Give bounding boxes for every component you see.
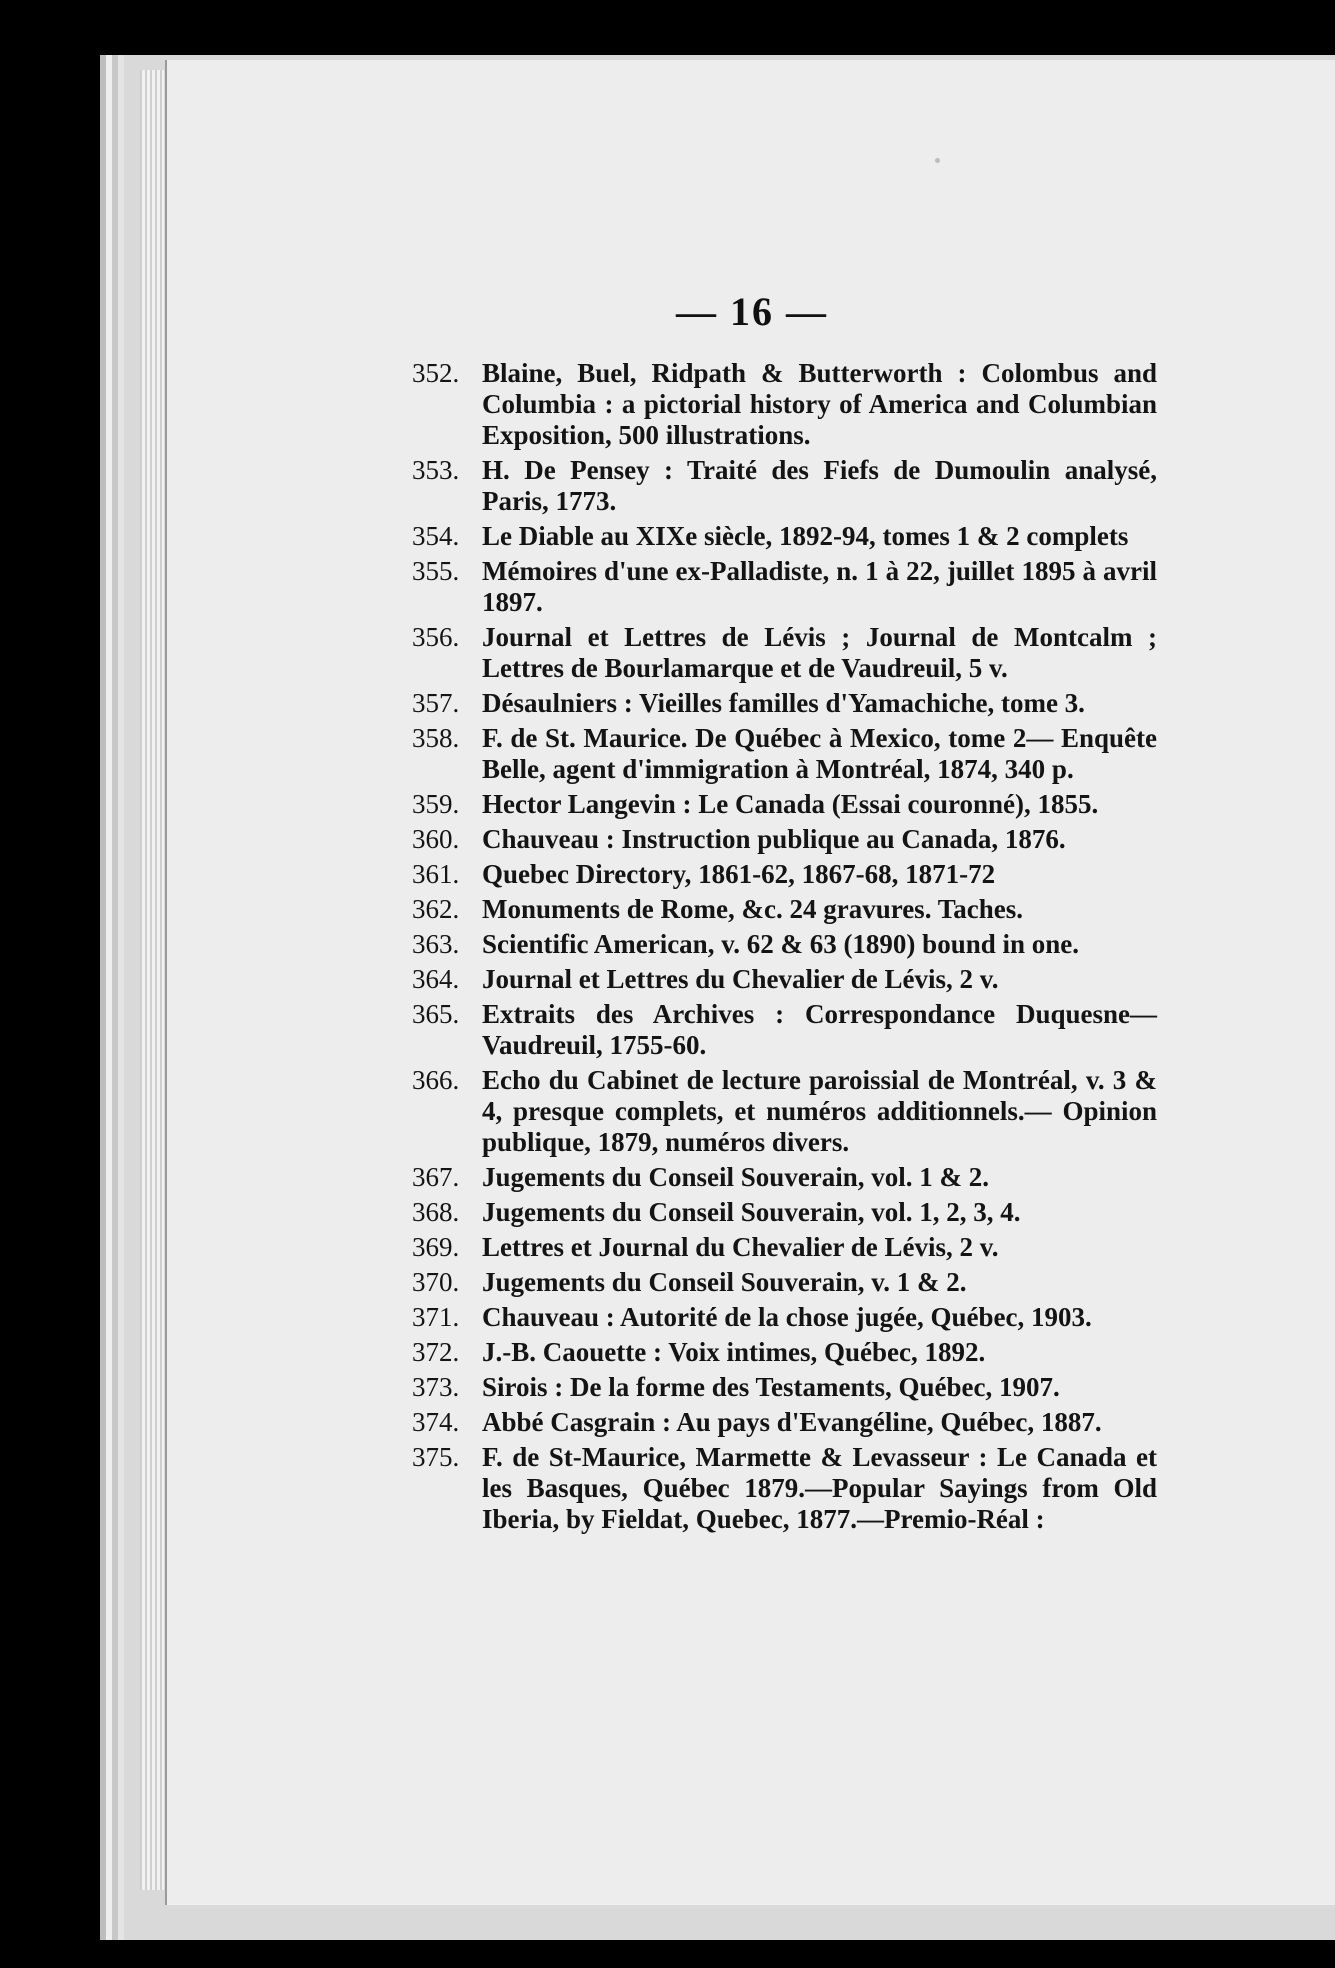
catalogue-entry: [412, 964, 1157, 995]
catalogue-entry: [412, 1337, 1157, 1368]
dust-speck: [935, 158, 940, 163]
entry-text: Mémoires d'une ex-Palladiste, n. 1 à 22, juillet 1895 à avril 1897.: [482, 556, 1157, 617]
catalogue-entry: [412, 824, 1157, 855]
page-number: — 16 —: [676, 289, 828, 334]
entry-number: 372.: [412, 1337, 460, 1367]
entry-number: 362.: [412, 894, 460, 924]
entry-text: H. De Pensey : Traité des Fiefs de Dumoulin analysé, Paris, 1773.: [482, 455, 1157, 516]
catalogue-entry: [412, 688, 1157, 719]
catalogue-entry: [412, 1407, 1157, 1438]
entry-number: 364.: [412, 964, 460, 994]
catalogue-entry: [412, 789, 1157, 820]
entry-number: 366.: [412, 1065, 460, 1095]
entry-text: Scientific American, v. 62 & 63 (1890) bound in one.: [482, 929, 1080, 959]
entry-number: 357.: [412, 688, 460, 718]
entry-text: Extraits des Archives : Correspondance Duquesne— Vaudreuil, 1755-60.: [482, 999, 1157, 1060]
catalogue-entry: [412, 1065, 1157, 1158]
catalogue-entry: [412, 521, 1157, 552]
entry-text: Journal et Lettres de Lévis ; Journal de Montcalm ; Lettres de Bourlamarque et de Vaudreuil, 5 v.: [482, 622, 1157, 683]
entry-number: 369.: [412, 1232, 460, 1262]
entry-text: Chauveau : Instruction publique au Canada, 1876.: [482, 824, 1066, 854]
catalogue-entry: [412, 1197, 1157, 1228]
entry-number: 367.: [412, 1162, 460, 1192]
catalogue-entry: [412, 1232, 1157, 1263]
catalogue-entry: [412, 556, 1157, 618]
entry-number: 359.: [412, 789, 460, 819]
entry-text: F. de St-Maurice, Marmette & Levasseur : Le Canada et les Basques, Québec 1879.—Popular Sayings from Old Iberia, by Fieldat, Quebec, 1877.—Premio-Réal :: [482, 1442, 1157, 1534]
catalogue-entry: [412, 1442, 1157, 1535]
entry-text: Le Diable au XIXe siècle, 1892-94, tomes 1 & 2 complets: [482, 521, 1129, 551]
page-edge-lines: [140, 70, 164, 1890]
entry-number: 375.: [412, 1442, 460, 1472]
catalogue-entry: [412, 455, 1157, 517]
catalogue-entry: [412, 358, 1157, 451]
entry-number: 355.: [412, 556, 460, 586]
entry-number: 356.: [412, 622, 460, 652]
catalogue-entry: [412, 723, 1157, 785]
entry-number: 360.: [412, 824, 460, 854]
entry-text: Jugements du Conseil Souverain, v. 1 & 2.: [482, 1267, 967, 1297]
catalogue-entry: [412, 1372, 1157, 1403]
entry-number: 373.: [412, 1372, 460, 1402]
entry-text: Quebec Directory, 1861-62, 1867-68, 1871-72: [482, 859, 996, 889]
entry-number: 363.: [412, 929, 460, 959]
entry-text: Jugements du Conseil Souverain, vol. 1, 2, 3, 4.: [482, 1197, 1021, 1227]
entry-number: 370.: [412, 1267, 460, 1297]
catalogue-entry: [412, 1267, 1157, 1298]
entry-number: 374.: [412, 1407, 460, 1437]
entry-number: 354.: [412, 521, 460, 551]
catalogue-entries: [412, 358, 1157, 1539]
entry-number: 353.: [412, 455, 460, 485]
entry-text: J.-B. Caouette : Voix intimes, Québec, 1892.: [482, 1337, 986, 1367]
entry-text: Lettres et Journal du Chevalier de Lévis, 2 v.: [482, 1232, 999, 1262]
entry-text: Echo du Cabinet de lecture paroissial de Montréal, v. 3 & 4, presque complets, et numéros additionnels.— Opinion publique, 1879, numéros divers.: [482, 1065, 1157, 1157]
entry-text: Désaulniers : Vieilles familles d'Yamachiche, tome 3.: [482, 688, 1085, 718]
catalogue-entry: [412, 622, 1157, 684]
catalogue-entry: [412, 1302, 1157, 1333]
catalogue-entry: [412, 894, 1157, 925]
entry-number: 365.: [412, 999, 460, 1029]
entry-text: F. de St. Maurice. De Québec à Mexico, tome 2— Enquête Belle, agent d'immigration à Montréal, 1874, 340 p.: [482, 723, 1157, 784]
entry-text: Sirois : De la forme des Testaments, Québec, 1907.: [482, 1372, 1060, 1402]
entry-text: Hector Langevin : Le Canada (Essai couronné), 1855.: [482, 789, 1099, 819]
catalogue-entry: [412, 1162, 1157, 1193]
entry-text: Blaine, Buel, Ridpath & Butterworth : Colombus and Columbia : a pictorial history of America and Columbian Exposition, 500 illustrations.: [482, 358, 1157, 450]
catalogue-entry: [412, 999, 1157, 1061]
entry-text: Abbé Casgrain : Au pays d'Evangéline, Québec, 1887.: [482, 1407, 1102, 1437]
entry-text: Monuments de Rome, &c. 24 gravures. Taches.: [482, 894, 1023, 924]
entry-number: 361.: [412, 859, 460, 889]
entry-number: 358.: [412, 723, 460, 753]
entry-text: Chauveau : Autorité de la chose jugée, Québec, 1903.: [482, 1302, 1092, 1332]
catalogue-entry: [412, 859, 1157, 890]
book-page: [165, 60, 1335, 1905]
catalogue-entry: [412, 929, 1157, 960]
entry-number: 371.: [412, 1302, 460, 1332]
entry-text: Jugements du Conseil Souverain, vol. 1 & 2.: [482, 1162, 990, 1192]
entry-text: Journal et Lettres du Chevalier de Lévis, 2 v.: [482, 964, 999, 994]
entry-number: 368.: [412, 1197, 460, 1227]
entry-number: 352.: [412, 358, 460, 388]
